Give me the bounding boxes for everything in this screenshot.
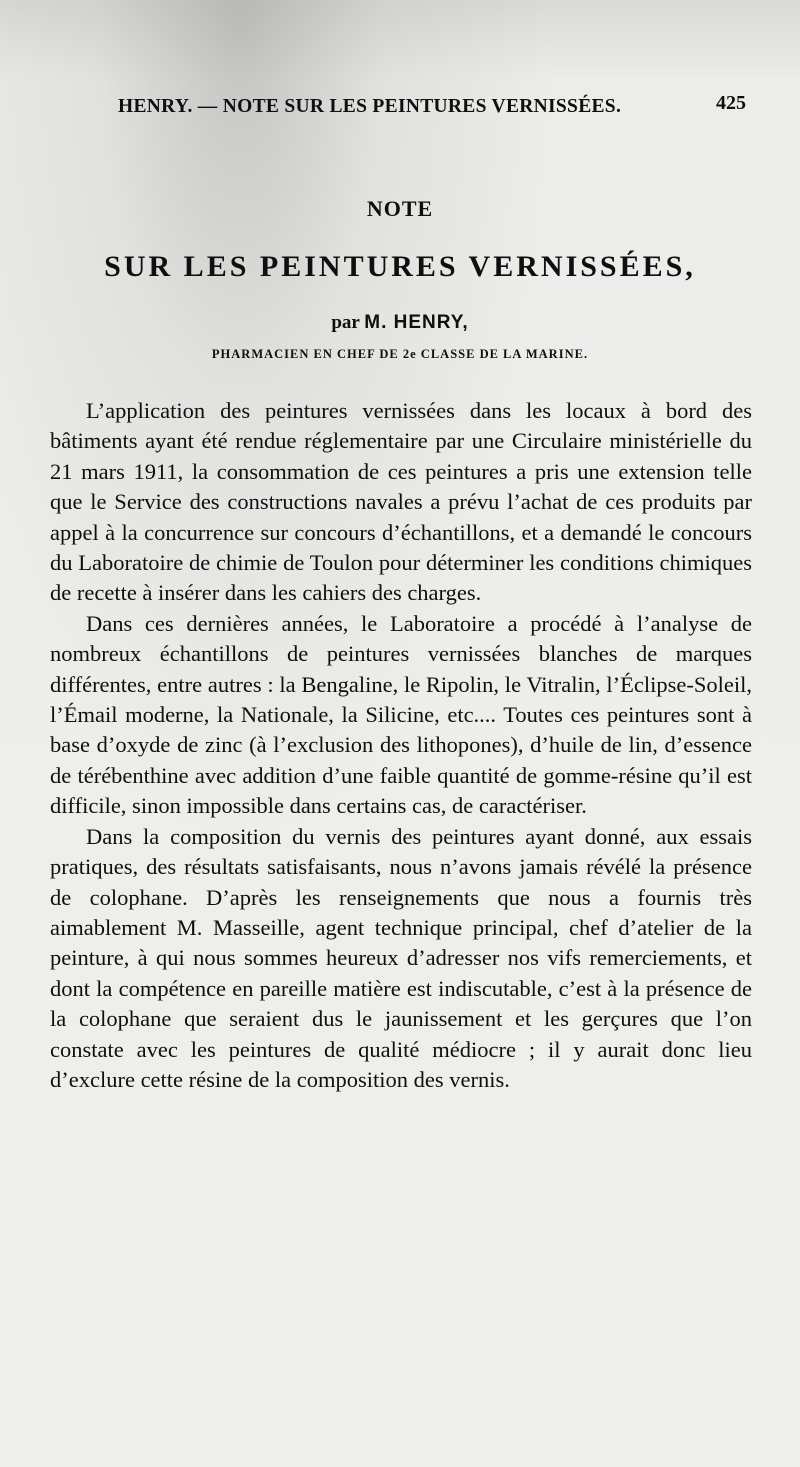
article-body bbox=[50, 396, 752, 1095]
paragraph-2: Dans ces dernières années, le Laboratoire a procédé à l’analyse de nombreux échantillons de peintures vernissées blanches de marques différentes, entre autres : la Bengaline, le Ripolin, le Vitralin, l’Éclipse-Soleil, l’Émail moderne, la Nationale, la Silicine, etc.... Toutes ces peintures sont à base d’oxyde de zinc (à l’exclusion des lithopones), d’huile de lin, d’essence de térébenthine avec addition d’une faible quantité de gomme-résine qu’il est difficile, sinon impossible dans certains cas, de caractériser. bbox=[50, 610, 752, 819]
byline bbox=[0, 312, 800, 334]
paragraph-1: L’application des peintures vernissées dans les locaux à bord des bâtiments ayant été rendue réglementaire par une Circulaire ministérielle du 21 mars 1911, la consommation de ces peintures a pris une extension telle que le Service des constructions navales a prévu l’achat de ces produits par appel à la concurrence sur concours d’échantillons, et a demandé le concours du Laboratoire de chimie de Toulon pour déterminer les conditions chimiques de recette à insérer dans les cahiers des charges. bbox=[50, 398, 752, 606]
running-head: HENRY. — NOTE SUR LES PEINTURES VERNISSÉES. bbox=[118, 96, 622, 117]
byline-prefix: par bbox=[331, 312, 360, 333]
author-name: M. HENRY, bbox=[364, 312, 469, 333]
article-title-line-1: NOTE bbox=[366, 196, 434, 221]
page-number: 425 bbox=[716, 92, 746, 114]
author-affiliation: PHARMACIEN EN CHEF DE 2e CLASSE DE LA MARINE. bbox=[211, 347, 589, 361]
article-title-line-2: SUR LES PEINTURES VERNISSÉES, bbox=[104, 250, 696, 283]
paragraph-3: Dans la composition du vernis des peintures ayant donné, aux essais pratiques, des résultats satisfaisants, nous n’avons jamais révélé la présence de colophane. D’après les renseignements que nous a fournis très aimablement M. Masseille, agent technique principal, chef d’atelier de la peinture, à qui nous sommes heureux d’adresser nos vifs remerciements, et dont la compétence en pareille matière est indiscutable, c’est à la présence de la colophane que seraient dus le jaunissement et les gerçures que l’on constate avec les peintures de qualité médiocre ; il y aurait donc lieu d’exclure cette résine de la composition des vernis. bbox=[50, 823, 752, 1092]
